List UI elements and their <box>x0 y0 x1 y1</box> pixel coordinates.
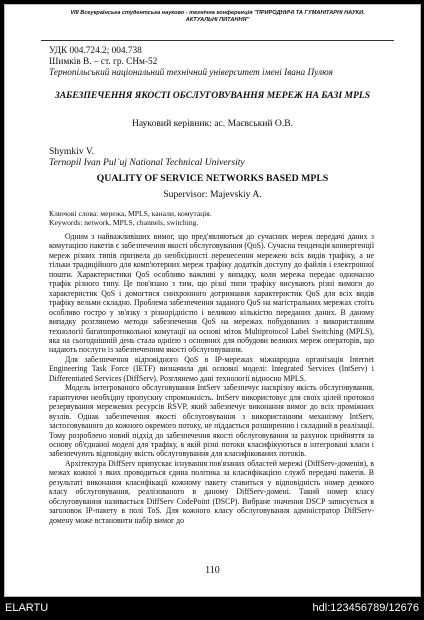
udc-code: УДК 004.724.2; 004.738 <box>49 46 142 56</box>
paragraph: Для забезпечення відповідного QoS в IP-мережах міжнародна організація Internet Engineering Task Force (IETF) визначила дві основні моделі: Integrated Services (IntServ) і Differentiated Services (DiffServ). Розглянемо дані технології відносно MPLS. <box>49 354 374 383</box>
repository-footer <box>0 598 424 620</box>
handle-identifier: hdl:123456789/12676 <box>312 602 419 614</box>
affiliation-uk: Тернопільський національний технічний університет імені Івана Пулюя <box>49 68 333 78</box>
supervisor-en: Supervisor: Majevskiy A. <box>163 189 262 200</box>
repository-name: ELARTU <box>5 602 49 614</box>
document-page <box>4 4 421 597</box>
keywords-en: Keywords: network, MPLS, channels, switching. <box>49 218 199 227</box>
author-en-block <box>49 146 245 168</box>
paragraph: Одним з найважливіших вимог, що пред'являються до сучасних мереж передачі даних з комутацією пакетів є забезпечення якості обслуговування (QoS). Сучасна тенденція конвергенції мереж різних типів призвела до необхідності перенесення мережею всіх видів трафіку, а не тільки традиційного для комп'ютерних мереж трафіку додатків доступу до файлів і електронної пошти. Характеристики QoS особливо важливі у випадку, коли мережа передає одночасно трафік різного типу. Це пов'язано з тим, що різні типи трафіку висувають різні вимоги до характеристик QoS і домогтися синхронного дотримання характеристик QoS для всіх видів трафіку вельми складно. Проблема забезпечення заданого QoS на магістральних мережах стоїть особливо гостро у зв'язку з різнорідністю і великою кількістю переданих даних. В даному випадку розглянемо методи забезпечення QoS на мережах побудованих з використанням технології багатопротокольної комутації на основі міток Multiprotocol Label Switching (MPLS), яка на сьогоднішній день стала однією з основних для побудови великих мереж операторів, що надають послуги із забезпеченням якості обслуговування. <box>49 232 374 355</box>
affiliation-en: Ternopil Ivan Pul`uj National Technical University <box>49 157 245 168</box>
conference-header-line-1: VIII Всеукраїнська студентська науково - технічна конференція "ПРИРОДНИЧІ ТА ГУМАНІТАРНІ НАУКИ. <box>70 10 365 16</box>
author-uk: Шимків В. – ст. гр. СНм-52 <box>49 57 158 67</box>
page-number: 110 <box>205 565 220 576</box>
title-en: QUALITY OF SERVICE NETWORKS BASED MPLS <box>96 173 329 184</box>
conference-header <box>41 10 394 41</box>
article-body <box>49 232 374 525</box>
keywords <box>49 209 212 227</box>
keywords-uk: Ключові слова: мережа, MPLS, канали, комутація. <box>49 209 212 218</box>
paragraph: Модель інтегрованого обслуговування IntServ забезпечує наскрізну якість обслуговування, гарантуючи необхідну пропускну спроможність. IntServ використовує для своїх цілей протокол резервування мережевих ресурсів RSVP, який забезпечує виконання вимог до всіх проміжних вузлів. Однак забезпечення якості обслуговування з використанням механізму IntServ, застосовуваного до кожного окремого потоку, не піддається розширенню і складний в реалізації. Тому розроблено новий підхід до забезпечення якості обслуговування за рахунок прийняття за основу об'єднаної моделі для трафіку, в якій різні потоки класифікуються в інтегровані класи і забезпечують відповідну якість обслуговування для класифікованих потоків. <box>49 383 374 459</box>
author-en: Shymkiv V. <box>49 146 94 157</box>
title-uk: ЗАБЕЗПЕЧЕННЯ ЯКОСТІ ОБСЛУГОВУВАННЯ МЕРЕЖ НА БАЗІ MPLS <box>54 90 371 101</box>
supervisor-uk: Науковий керівник: ас. Маєвський О.В. <box>131 118 294 129</box>
article-meta <box>49 46 399 79</box>
conference-header-line-2: АКТУАЛЬНІ ПИТАННЯ" <box>185 17 250 23</box>
paragraph: Архітектура DiffServ припускає існування пов'язаних областей мережі (DiffServ-доменів), в межах кожної з яких проводиться єдина політика за класифікацією служб передачі пакетів. В результаті виконання класифікації кожному пакету ставиться у відповідність номер деякого класу обслуговування, реалізованого в даному DiffServ-домені. Такий номер класу обслуговування називається DiffServ CodePoint (DSCP). Вибране значення DSCP записується в заголовок IP-пакету в полі ToS. Для кожного класу обслуговування адміністратор DiffServ-домену може встановити набір вимог до <box>49 458 374 525</box>
